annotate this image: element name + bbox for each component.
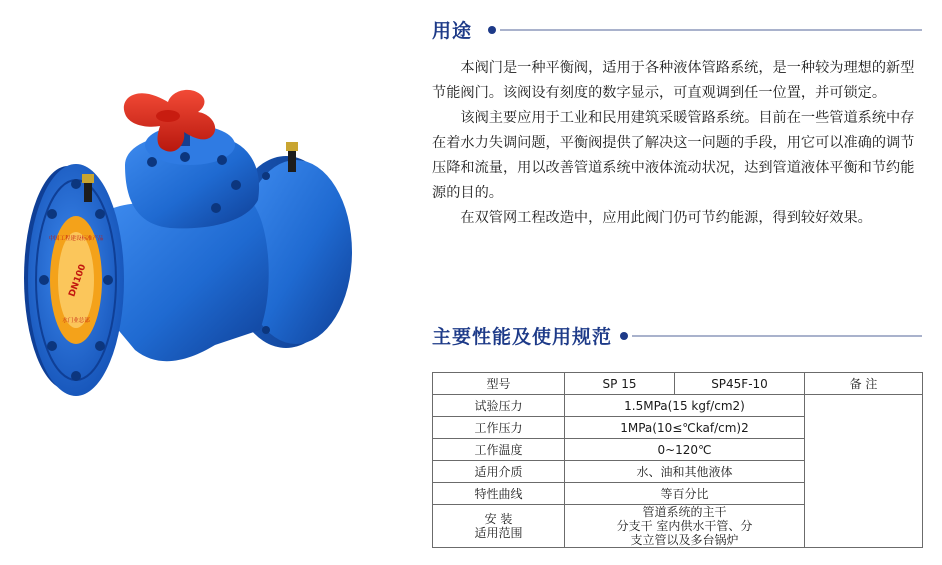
balance-valve-image bbox=[0, 0, 420, 565]
specs-header bbox=[432, 322, 922, 352]
heading-divider bbox=[632, 335, 922, 337]
range-value bbox=[565, 505, 805, 548]
range-value-line: 管道系统的主干 bbox=[642, 505, 727, 519]
row-value: 0~120℃ bbox=[565, 439, 805, 461]
heading-bullet-dot bbox=[620, 332, 628, 340]
heading-divider bbox=[500, 29, 922, 31]
usage-header bbox=[432, 16, 922, 46]
usage-title: 用途 bbox=[432, 20, 473, 42]
row-label: 工作压力 bbox=[433, 417, 565, 439]
left-flange bbox=[24, 164, 124, 396]
row-value: 等百分比 bbox=[565, 483, 805, 505]
model-sp45f: SP45F-10 bbox=[675, 373, 805, 395]
row-label: 工作温度 bbox=[433, 439, 565, 461]
flange-arc-text: 中国工程建设标准产品 bbox=[48, 236, 104, 242]
remark-cell bbox=[805, 395, 923, 548]
row-value: 1MPa(10≤℃kaf/cm)2 bbox=[565, 417, 805, 439]
range-value-line: 支立管以及多台锅炉 bbox=[630, 533, 739, 547]
flange-size-label: DN100 bbox=[67, 263, 89, 299]
flange-bottom-text: 水门业总部 bbox=[62, 318, 90, 324]
range-label-line: 安 装 bbox=[484, 512, 513, 526]
row-label: 特性曲线 bbox=[433, 483, 565, 505]
row-label: 适用介质 bbox=[433, 461, 565, 483]
range-label bbox=[433, 505, 565, 548]
spec-table bbox=[432, 372, 923, 548]
model-sp15: SP 15 bbox=[565, 373, 675, 395]
row-label: 试验压力 bbox=[433, 395, 565, 417]
row-value: 水、油和其他液体 bbox=[565, 461, 805, 483]
usage-paragraph: 本阀门是一种平衡阀，适用于各种液体管路系统，是一种较为理想的新型节能阀门。该阀设有刻度的数字显示，可直观调到任一位置，并可锁定。 bbox=[432, 60, 915, 101]
row-value: 1.5MPa(15 kgf/cm2) bbox=[565, 395, 805, 417]
model-header: 型号 bbox=[433, 373, 565, 395]
range-value-line: 分支干 室内供水干管、分 bbox=[616, 519, 753, 533]
heading-bullet-dot bbox=[488, 26, 496, 34]
table-row bbox=[433, 395, 923, 417]
remark-header: 备 注 bbox=[805, 373, 923, 395]
usage-text bbox=[432, 56, 920, 231]
table-header-row bbox=[433, 373, 923, 395]
range-label-line: 适用范围 bbox=[474, 526, 523, 540]
specs-title: 主要性能及使用规范 bbox=[432, 326, 613, 348]
usage-paragraph: 在双管网工程改造中，应用此阀门仍可节约能源，得到较好效果。 bbox=[460, 210, 872, 226]
usage-paragraph: 该阀主要应用于工业和民用建筑采暖管路系统。目前在一些管道系统中存在着水力失调问题，平衡阀提供了解决这一问题的手段，用它可以准确的调节压降和流量，用以改善管道系统中液体流动状况，达到管道液体平衡和节约能源的目的。 bbox=[432, 110, 915, 201]
